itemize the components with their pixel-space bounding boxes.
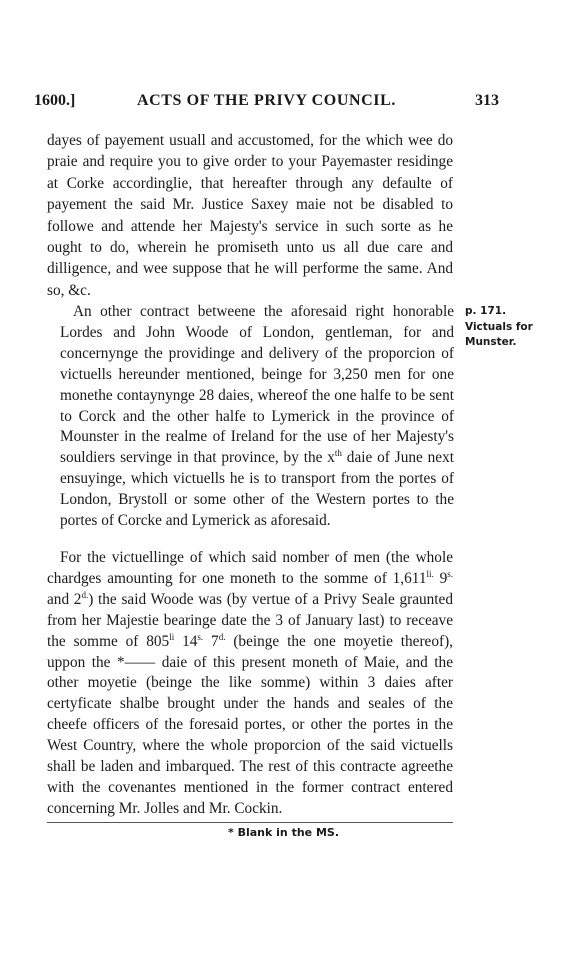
p3-text-5: 14 <box>174 632 198 650</box>
running-header <box>34 92 499 112</box>
margin-page-ref: p. 171. <box>465 305 507 317</box>
p3-text-4: ) the said Woode was (by vertue of a Privy Seale graunted from her Majestie bearinge date the 3 of January last) to receave the somme of 805 <box>47 590 453 650</box>
page-number: 313 <box>475 92 499 109</box>
contract-paragraph <box>60 302 454 532</box>
p3-sup-li-2: li <box>169 631 175 642</box>
contract-text-1: An other contract betweene the aforesaid right honorable Lordes and John Woode of London, gentleman, for and concernynge the providinge and delivery of the proporcion of victuells hereunder mentioned, beinge for 3,250 men for one monethe contaynynge 28 daies, whereof the one halfe to be sent to Corck and the other halfe to Lymerick in the province of Mounster in the realme of Ireland for the use of her Majesty's souldiers servinge in that province, by the x <box>60 303 454 467</box>
margin-note <box>465 304 533 351</box>
paragraph-3 <box>47 548 453 820</box>
p3-sup-d-2: d. <box>218 631 226 642</box>
blank-marker: *—— <box>116 653 156 671</box>
margin-note-line-2: Munster. <box>465 336 517 348</box>
footnote: * Blank in the MS. <box>228 826 339 839</box>
p3-text-1: For the victuellinge of which said nomber of men (the whole chardges amounting for one moneth to the somme of 1,611 <box>47 549 453 587</box>
contract-text-2: daie of June next ensuyinge, which victuells he is to transport from the portes of London, Brystoll or some other of the Western portes to the portes of Corcke and Lymerick as aforesaid. <box>60 449 454 530</box>
p3-text-7: (beinge the one moyetie thereof), uppon the <box>47 632 453 671</box>
p3-sup-s-2: s. <box>197 631 204 642</box>
footnote-rule <box>47 822 453 823</box>
p3-sup-d: d. <box>81 589 89 600</box>
p3-text-6: 7 <box>203 632 219 650</box>
p3-sup-s: s. <box>447 568 453 579</box>
p3-text-3: and 2 <box>47 590 82 608</box>
p3-text-2: 9 <box>433 569 448 587</box>
contract-sup-th: th <box>334 448 342 459</box>
p3-text-8: daie of this present moneth of Maie, and the other moyetie (beinge the like somme) within 3 daies after certyficate shalbe brought under the hands and seales of the cheefe officers of the foresaid portes, or other the portes in the West Country, where the whole proporcion of the said victuells shall be laden and imbarqued. The rest of this contracte agreethe with the covenantes mentioned in the former contract entered concerning Mr. Jolles and Mr. Cockin. <box>47 653 453 817</box>
header-year: 1600.] <box>34 92 76 109</box>
paragraph-1: dayes of payement usuall and accustomed, for the which wee do praie and require you to give order to your Payemaster residinge at Corke accordinglie, that hereafter through any defaulte of payement the said Mr. Justice Saxey maie not be disabled to followe and attende her Majesty's service in such sorte as he ought to do, wherein he promiseth unto us all due care and dilligence, and wee suppose that he will performe the same. And so, &c. <box>47 132 453 299</box>
p3-sup-li: li. <box>426 568 434 579</box>
margin-note-line-1: Victuals for <box>465 320 533 333</box>
header-title: ACTS OF THE PRIVY COUNCIL. <box>136 92 397 109</box>
